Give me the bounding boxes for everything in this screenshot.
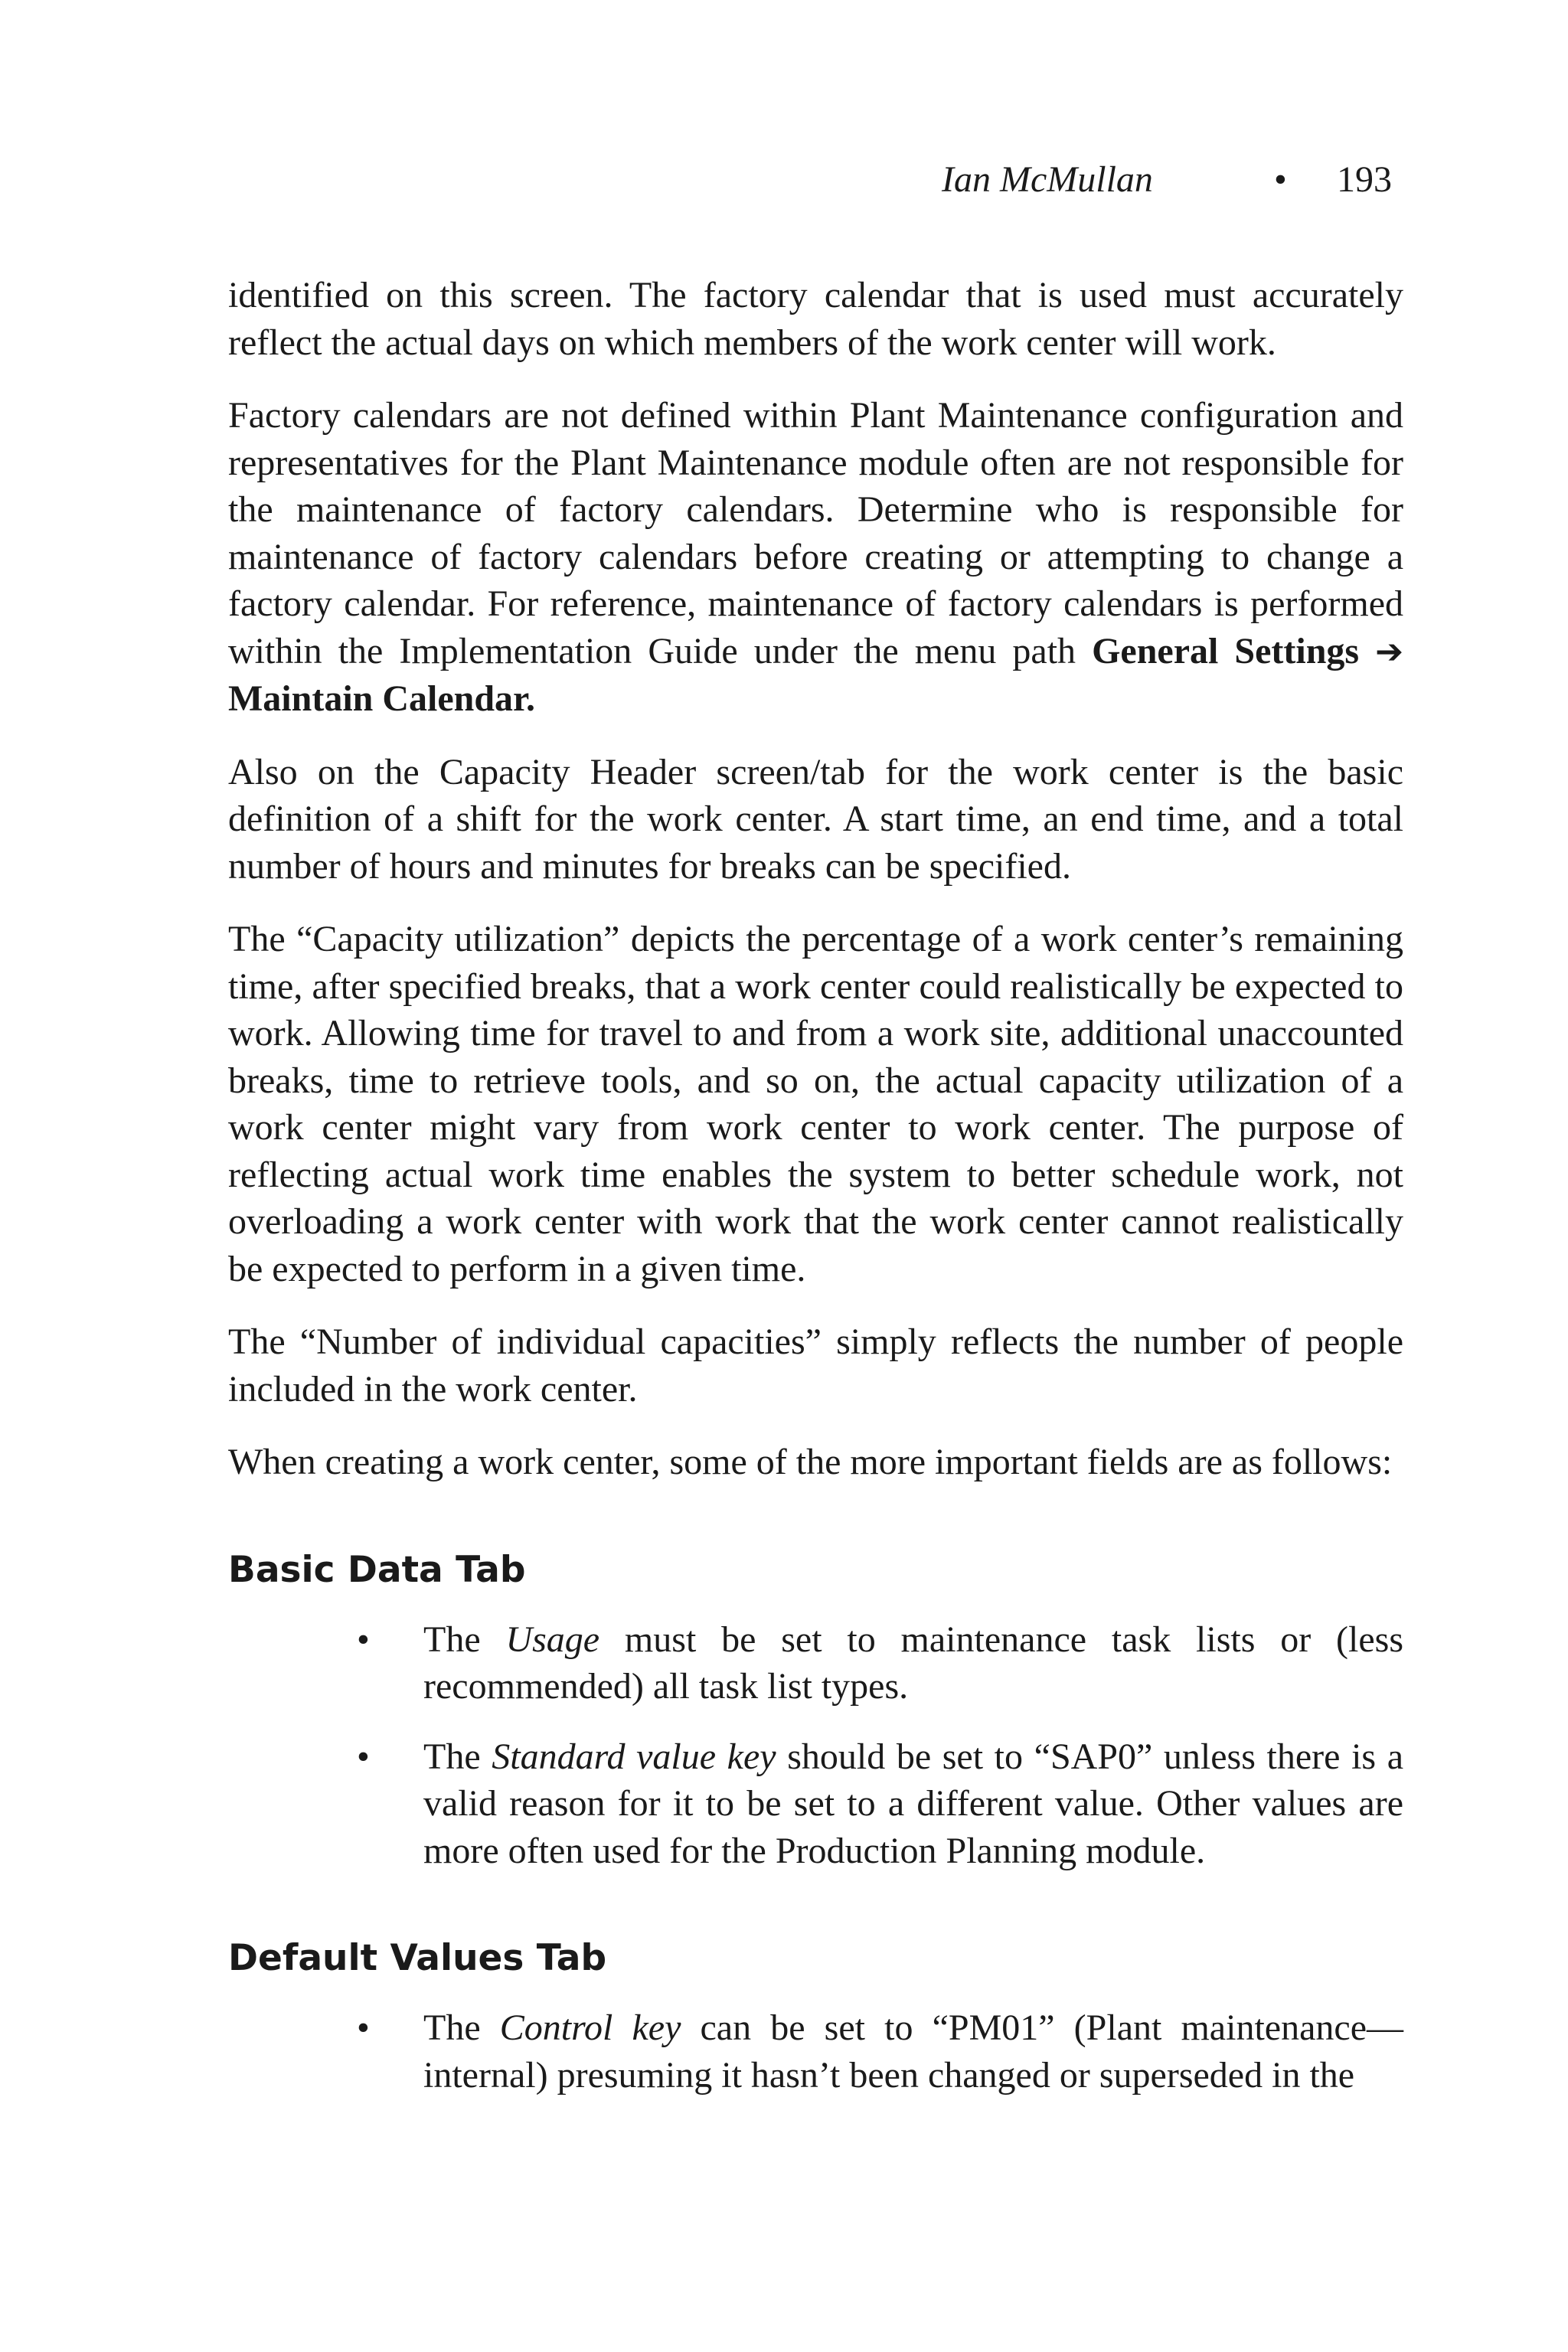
list-item [228,2004,1403,2099]
list-item [228,1616,1403,1710]
running-header [942,153,1401,207]
header-separator: • [1274,159,1287,200]
paragraph-important-fields-intro: When creating a work center, some of the more important fields are as follows: [228,1442,1393,1482]
field-name-usage: Usage [505,1619,600,1660]
arrow-right-icon: ➔ [1375,632,1404,671]
bullet-icon: • [357,1736,370,1777]
paragraph-factory-calendar-responsibility [228,392,1403,723]
bullet-text-lead: The [423,1736,492,1777]
paragraph-capacity-utilization: The “Capacity utilization” depicts the percentage of a work center’s remaining time, after specified breaks, that a work center could realistically be expected to work. Allowing time for travel to and from a work site, additional unaccounted breaks, time to retrieve tools, and so on, the actual capacity utilization of a work center might vary from work center to work center. The purpose of reflecting actual work time enables the system to better schedule work, not overloading a work center with work that the work center cannot realistically be expected to perform in a given time. [228,919,1403,1289]
bullet-text-lead: The [423,2007,500,2048]
bullet-text-rest: should be set to “SAP0” unless there is a valid reason for it to be set to a different value. Other values are more often used for the Production Planning module. [423,1736,1404,1871]
list-item [228,1733,1403,1875]
bullet-text-rest: can be set to “PM01” (Plant maintenance—internal) presuming it hasn’t been changed or superseded in the [423,2007,1403,2096]
paragraph-text: Factory calendars are not defined within Plant Maintenance configuration and representatives for the Plant Maintenance module often are not responsible for the maintenance of factory calendars. Determine who is responsible for maintenance of factory calendars before creating or attempting to change a factory calendar. For reference, maintenance of factory calendars is performed within the Implementation Guide under the menu path [228,395,1403,671]
bullet-text [423,1733,1403,1875]
page-number: 193 [1337,159,1392,200]
paragraph-shift-definition: Also on the Capacity Header screen/tab for the work center is the basic definition of a shift for the work center. A start time, an end time, and a total number of hours and minutes for breaks can be specified. [228,751,1403,887]
bullet-text [423,1616,1403,1710]
field-name-control-key: Control key [499,2007,681,2048]
paragraph-factory-calendar-intro: identified on this screen. The factory calendar that is used must accurately reflect the actual days on which members of the work center will work. [228,275,1403,363]
basic-data-bullet-list [228,1616,1403,1875]
menu-path-maintain-calendar: Maintain Calendar. [228,678,535,719]
section-heading-default-values: Default Values Tab [228,1937,607,1979]
menu-path-general-settings: General Settings [1092,630,1360,671]
bullet-text-rest: must be set to maintenance task lists or (less recommended) all task list types. [423,1619,1404,1707]
bullet-icon: • [357,2007,370,2048]
bullet-text [423,2004,1403,2099]
field-name-standard-value-key: Standard value key [492,1736,776,1777]
paragraph-individual-capacities: The “Number of individual capacities” simply reflects the number of people included in the work center. [228,1321,1403,1410]
bullet-icon: • [357,1619,370,1660]
author-name: Ian McMullan [942,159,1153,200]
section-heading-basic-data: Basic Data Tab [228,1548,526,1591]
bullet-text-lead: The [423,1619,506,1660]
default-values-bullet-list [228,2004,1403,2099]
body-text [228,272,1403,2122]
